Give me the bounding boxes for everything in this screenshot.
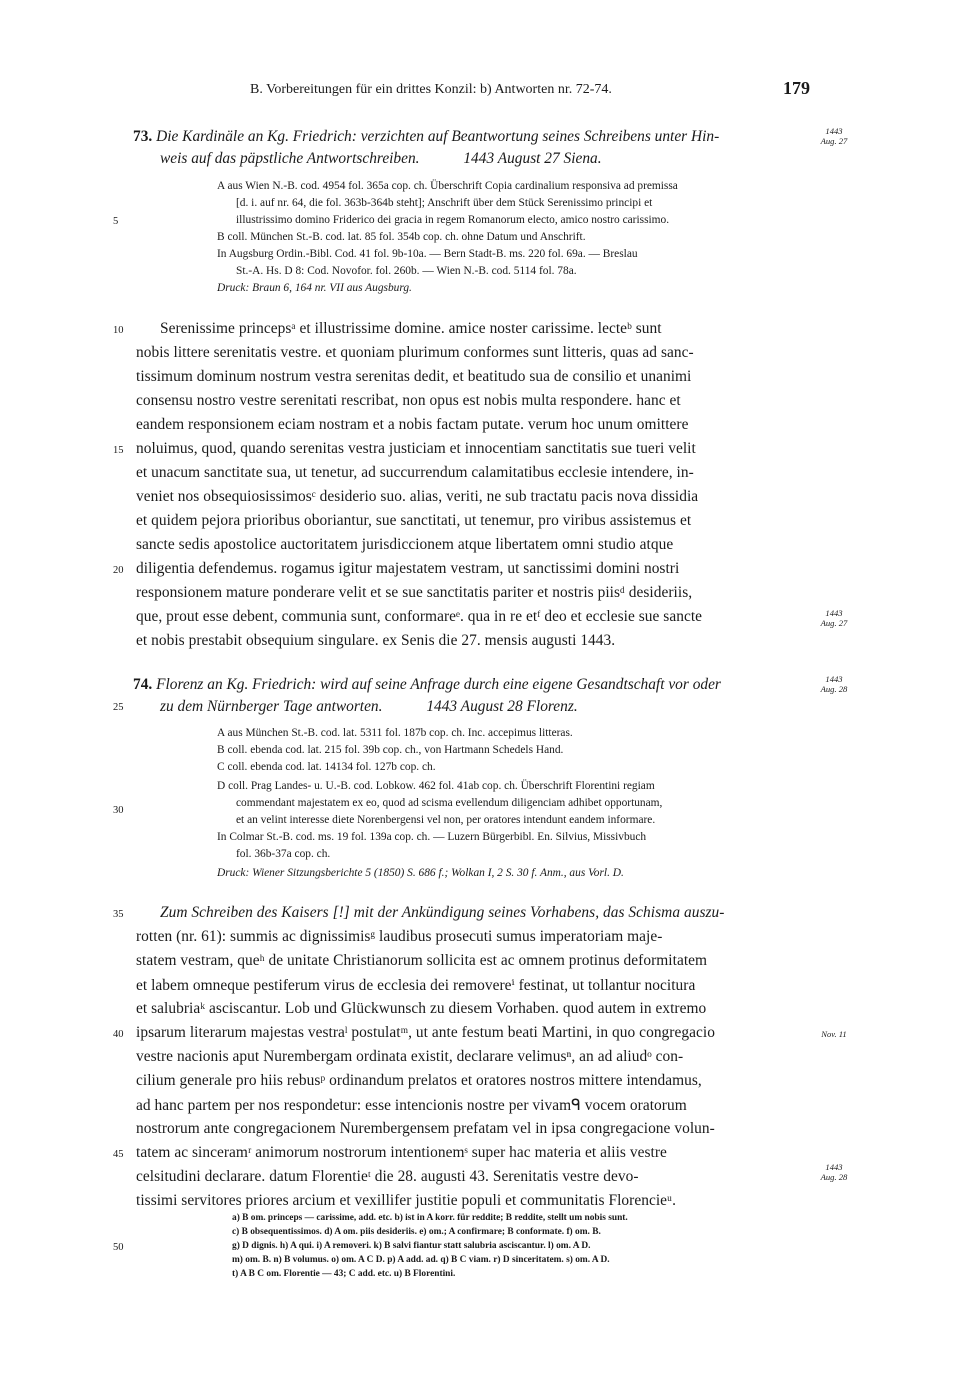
doc74-text-11: celsitudini declarare. datum Florentieᵗ die 28. augusti 43. Serenitatis vestre devo- — [136, 1168, 639, 1185]
doc73-apparatus-6: Druck: Braun 6, 164 nr. VII aus Augsburg. — [217, 282, 412, 294]
doc74-margin-date-end — [814, 1162, 854, 1182]
doc73-text-12: que, prout esse debent, communia sunt, conformareᵉ. qua in re etᶠ deo et ecclesie sue sancte — [136, 608, 703, 625]
doc73-margin-date — [814, 126, 854, 146]
running-header — [0, 78, 960, 104]
doc73-apparatus-3: B coll. München St.-B. cod. lat. 85 fol. 354b cop. ch. ohne Datum und Anschrift. — [217, 231, 586, 243]
line-number-20: 20 — [113, 565, 124, 576]
page-number: 179 — [783, 78, 810, 98]
doc73-text-2: tissimum dominum nostrum vestra serenitas dedit, et beatitudo sua de consilio et unanimi — [136, 368, 692, 385]
doc73-text-10: diligentia defendemus. rogamus igitur majestatem vestram, ut sanctissimi domini nostri — [136, 560, 680, 577]
doc74-apparatus-3: D coll. Prag Landes- u. U.-B. cod. Lobkow. 462 fol. 41ab cop. ch. Überschrift Florentini regiam — [217, 780, 655, 792]
doc74-margin-date — [814, 674, 854, 694]
doc73-margin-end-day: Aug. 27 — [820, 618, 848, 628]
doc74-apparatus-6: In Colmar St.-B. cod. ms. 19 fol. 139a cop. ch. — Luzern Bürgerbibl. En. Silvius, Missivbuch — [217, 831, 647, 843]
doc74-apparatus-7: fol. 36b-37a cop. ch. — [236, 848, 331, 860]
doc74-margin-nov: Nov. 11 — [821, 1029, 847, 1039]
footnote-line-4: t) A B C om. Florentie — 43; C add. etc. u) B Florentini. — [232, 1269, 456, 1279]
doc73-apparatus-0: A aus Wien N.-B. cod. 4954 fol. 365a cop. ch. Überschrift Copia cardinalium responsiva ad premissa — [217, 180, 678, 192]
doc74-margin-day: Aug. 28 — [820, 684, 848, 694]
footnote-line-3: m) om. B. n) B volumus. o) om. A C D. p) A add. ad. q) B C viam. r) D sinceritatem. s) om. A D. — [232, 1255, 610, 1265]
doc73-apparatus-1: [d. i. auf nr. 64, die fol. 363b-364b steht]; Anschrift über dem Stück Serenissimo principi et — [236, 197, 653, 209]
line-number-15: 15 — [113, 445, 124, 456]
footnote-line-2: g) D dignis. h) A qui. i) A removeri. k) B salvi fiantur statt salubria asciscantur. l) om. A D. — [232, 1241, 591, 1251]
line-number-10: 10 — [113, 325, 124, 336]
doc74-apparatus-1: B coll. ebenda cod. lat. 215 fol. 39b cop. ch., von Hartmann Schedels Hand. — [217, 744, 564, 756]
doc73-apparatus-2: illustrissimo domino Friderico dei gracia in regem Romanorum electo, amico nostro carissimo. — [236, 214, 670, 226]
doc74-regest-2 — [160, 698, 578, 716]
doc74-number: 74. — [133, 676, 153, 693]
doc74-text-10: tatem ac sinceramʳ animorum nostrorum intentionemˢ super hac materia et aliis vestre — [136, 1144, 667, 1161]
doc73-regest-text-1: Die Kardinäle an Kg. Friedrich: verzichten auf Beantwortung seines Schreibens unter Hin- — [156, 128, 720, 145]
doc74-margin-end-year: 1443 — [825, 1162, 843, 1172]
line-number-30: 30 — [113, 805, 124, 816]
doc73-date: 1443 August 27 Siena. — [463, 150, 602, 167]
doc74-regest-1 — [133, 676, 721, 694]
doc73-text-6: et unacum sanctitate sua, ut tenetur, ad succurrendum calamitatibus ecclesie intendere, in- — [136, 464, 694, 481]
doc73-apparatus-4: In Augsburg Ordin.-Bibl. Cod. 41 fol. 9b-10a. — Bern Stadt-B. ms. 220 fol. 69a. — Breslau — [217, 248, 638, 260]
doc73-text-11: responsionem mature ponderare velit et se sue sanctitatis pariter et nostris piisᵈ desideriis, — [136, 584, 693, 601]
doc73-margin-day: Aug. 27 — [820, 136, 848, 146]
line-number-35: 35 — [113, 909, 124, 920]
doc74-text-3: et labem omneque pestiferum virus de ecclesia dei removereⁱ festinat, ut tollantur nocitura — [136, 977, 696, 994]
doc74-text-7: cilium generale pro hiis rebusᵖ ordinandum prelatos et oratores nostros mittere intendamus, — [136, 1072, 702, 1089]
doc73-text-7: veniet nos obsequiosissimosᶜ desiderio suo. alias, veriti, ne sub tractatu pacis nova dissidia — [136, 488, 699, 505]
doc73-regest-1 — [133, 128, 719, 146]
doc74-apparatus-0: A aus München St.-B. cod. lat. 5311 fol. 187b cop. ch. Inc. accepimus litteras. — [217, 727, 573, 739]
doc74-apparatus-5: et an velint interesse diete Norenbergensi vel non, per oratores intendunt eandem informare. — [236, 814, 656, 826]
line-number-5: 5 — [113, 216, 119, 227]
doc74-margin-year: 1443 — [825, 674, 843, 684]
doc74-text-6: vestre nacionis aput Nurembergam ordinata existit, declarare velimusⁿ, an ad aliudᵒ con- — [136, 1048, 684, 1065]
doc73-margin-date-end — [814, 608, 854, 628]
line-number-50: 50 — [113, 1242, 124, 1253]
doc74-text-4: et salubriaᵏ asciscantur. Lob und Glückwunsch zu diesem Vorhaben. quod autem in extremo — [136, 1000, 707, 1017]
doc73-regest-text-2: weis auf das päpstliche Antwortschreiben. — [160, 150, 420, 167]
doc73-margin-year: 1443 — [825, 126, 843, 136]
doc73-text-8: et quidem pejora prioribus oboriantur, sue sanctitati, ut tenemur, pro viribus assistemus et — [136, 512, 692, 529]
doc73-text-3: consensu nostro vestre serenitati rescribat, non opus est nobis multa respondere. hanc et — [136, 392, 681, 409]
doc74-apparatus-8: Druck: Wiener Sitzungsberichte 5 (1850) S. 686 f.; Wolkan I, 2 S. 30 f. Anm., aus Vorl. D. — [217, 867, 624, 879]
doc73-text-5: noluimus, quod, quando serenitas vestra justiciam et innocentiam sanctitatis sue tueri velit — [136, 440, 696, 457]
doc74-regest-text-1: Florenz an Kg. Friedrich: wird auf seine Anfrage durch eine eigene Gesandtschaft vor oder — [156, 676, 721, 693]
doc74-text-1: rotten (nr. 61): summis ac dignissimisᵍ laudibus prosecuti sumus imperatoriam maje- — [136, 928, 663, 945]
doc74-margin-end-day: Aug. 28 — [820, 1172, 848, 1182]
doc74-text-0: Zum Schreiben des Kaisers [!] mit der Ankündigung seines Vorhabens, das Schisma auszu- — [160, 904, 725, 921]
doc73-text-4: eandem responsionem eciam nostram et a nobis factam putate. verum hoc unum omittere — [136, 416, 689, 433]
doc73-margin-end-year: 1443 — [825, 608, 843, 618]
doc74-text-12: tissimi servitores priores arcium et vexillifer justitie populi et communitatis Florencieᵘ. — [136, 1192, 677, 1209]
line-number-25: 25 — [113, 702, 124, 713]
doc73-number: 73. — [133, 128, 153, 145]
doc74-apparatus-4: commendant majestatem ex eo, quod ad scisma evellendum diligenciam adhibet opportunam, — [236, 797, 663, 809]
doc74-regest-text-2: zu dem Nürnberger Tage antworten. — [160, 698, 383, 715]
doc73-text-13: et nobis prestabit obsequium singulare. ex Senis die 27. mensis augusti 1443. — [136, 632, 616, 649]
doc74-apparatus-2: C coll. ebenda cod. lat. 14134 fol. 127b cop. ch. — [217, 761, 436, 773]
doc73-regest-2 — [160, 150, 602, 168]
doc73-text-0: Serenissime princepsᵃ et illustrissime domine. amice noster carissime. lecteᵇ sunt — [160, 320, 662, 337]
doc73-text-9: sancte sedis apostolice auctoritatem jurisdiccionem atque libertatem omni studio atque — [136, 536, 674, 553]
doc74-text-9: nostrorum ante congregacionem Nurembergensem prefatam vel in ipsa congregacione volun- — [136, 1120, 715, 1137]
running-title: B. Vorbereitungen für ein drittes Konzil: b) Antworten nr. 72-74. — [250, 82, 612, 97]
doc74-text-2: statem vestram, queʰ de unitate Christianorum sollicita est ac omnem protinus deformitatem — [136, 952, 708, 969]
doc73-apparatus-5: St.-A. Hs. D 8: Cod. Novofor. fol. 260b. — Wien N.-B. cod. 5114 fol. 78a. — [236, 265, 577, 277]
footnote-line-1: c) B obsequentissimos. d) A om. piis desideriis. e) om.; A confirmare; B conformate. f) om. B. — [232, 1227, 601, 1237]
doc74-date: 1443 August 28 Florenz. — [426, 698, 578, 715]
line-number-40: 40 — [113, 1029, 124, 1040]
doc74-text-5: ipsarum literarum majestas vestraˡ postulatᵐ, ut ante festum beati Martini, in quo congregacio — [136, 1024, 715, 1041]
footnote-line-0: a) B om. princeps — carissime, add. etc. b) ist in A korr. für reddite; B reddite, stellt um nobis sunt. — [232, 1213, 628, 1223]
doc74-text-8: ad hanc partem per nos respondetur: esse intencionis nostre per vivamᑫ vocem oratorum — [136, 1097, 687, 1114]
doc73-text-1: nobis littere serenitatis vestre. et quoniam plurimum conformes sunt litteris, quas ad sanc- — [136, 344, 694, 361]
line-number-45: 45 — [113, 1149, 124, 1160]
